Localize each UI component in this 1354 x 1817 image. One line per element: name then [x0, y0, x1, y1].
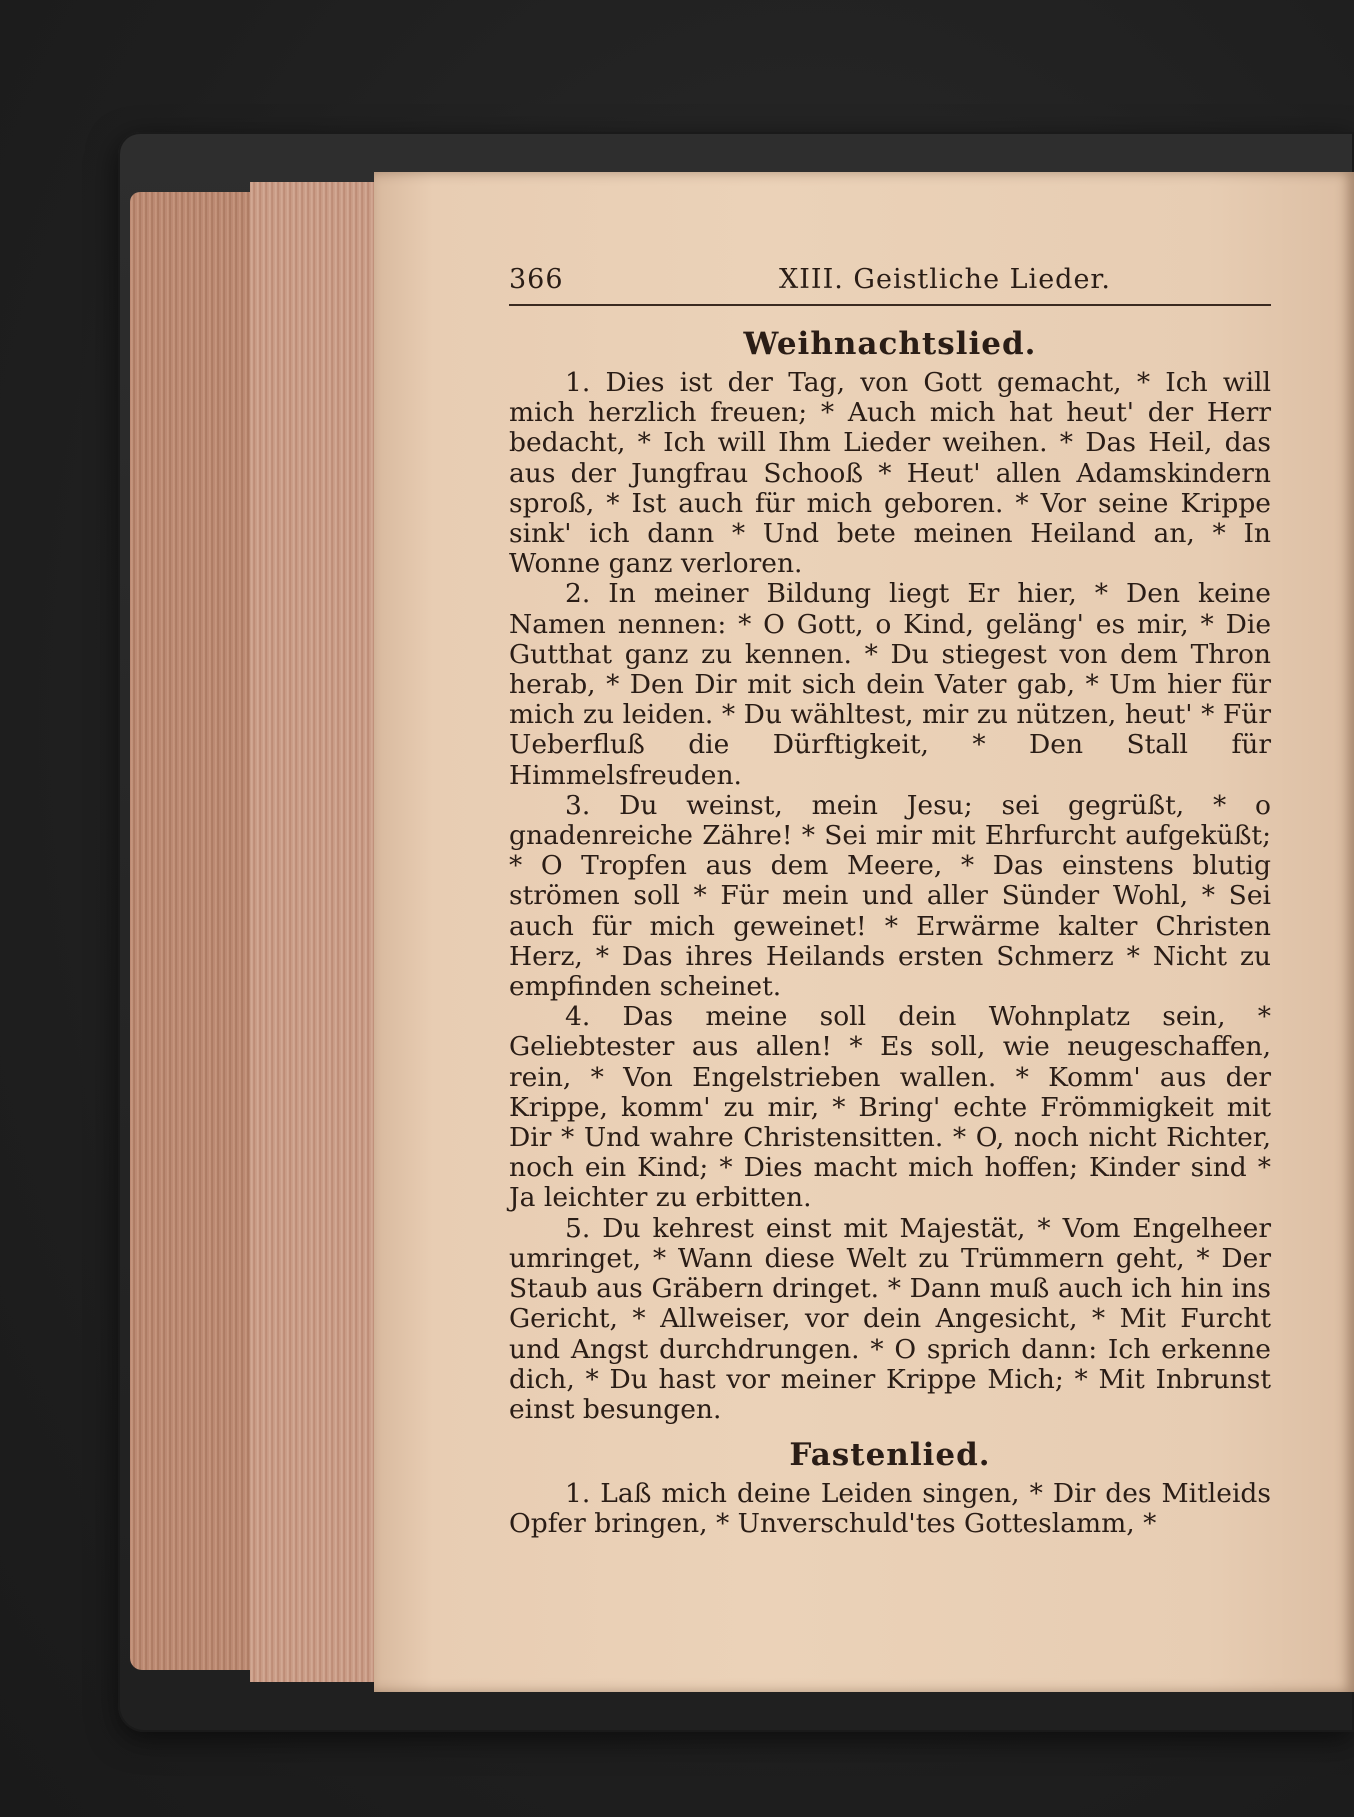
verse: 5. Du kehrest einst mit Majestät, * Vom Engelheer umringet, * Wann diese Welt zu Trümmern geht, * Der Staub aus Gräbern dringet. * Dann muß auch ich hin ins Gericht, * Allweiser, vor dein Angesicht, * Mit Furcht und Angst durchdrungen. * O sprich dann: Ich erkenne dich, * Du hast vor meiner Krippe Mich; * Mit Inbrunst einst besungen.	[509, 1212, 1271, 1425]
page-header	[509, 264, 1271, 306]
verse: 1. Laß mich deine Leiden singen, * Dir des Mitleids Opfer bringen, * Unverschuld'tes Gotteslamm, *	[509, 1478, 1271, 1540]
verse: 3. Du weinst, mein Jesu; sei gegrüßt, * o gnadenreiche Zähre! * Sei mir mit Ehrfurcht aufgeküßt; * O Tropfen aus dem Meere, * Das einstens blutig strömen soll * Für mein und aller Sünder Wohl, * Sei auch für mich geweinet! * Erwärme kalter Christen Herz, * Das ihres Heilands ersten Schmerz * Nicht zu empfinden scheinet.	[509, 789, 1271, 1003]
verse: 2. In meiner Bildung liegt Er hier, * Den keine Namen nennen: * O Gott, o Kind, geläng' es mir, * Die Gutthat ganz zu kennen. * Du stiegest von dem Thron herab, * Den Dir mit sich dein Vater gab, * Um hier für mich zu leiden. * Du wähltest, mir zu nützen, heut' * Für Ueberfluß die Dürftigkeit, * Den Stall für Himmelsfreuden.	[509, 578, 1271, 791]
page-edges-middle	[250, 182, 380, 1682]
page-edges-left	[130, 192, 250, 1670]
running-title: XIII. Geistliche Lieder.	[779, 264, 1111, 295]
verse: 4. Das meine soll dein Wohnplatz sein, * Geliebtester aus allen! * Es soll, wie neugeschaffen, rein, * Von Engelstrieben wallen. * Komm' aus der Krippe, komm' zu mir, * Bring' echte Frömmigkeit mit Dir * Und wahre Christensitten. * O, noch nicht Richter, noch ein Kind; * Dies macht mich hoffen; Kinder sind * Ja leichter zu erbitten.	[509, 1001, 1271, 1214]
book-page	[374, 172, 1354, 1692]
page-content	[509, 264, 1271, 1540]
section-title: Weihnachtslied.	[743, 326, 1037, 362]
section-title: Fastenlied.	[789, 1437, 991, 1474]
page-number: 366	[509, 264, 564, 295]
verse: 1. Dies ist der Tag, von Gott gemacht, * Ich will mich herzlich freuen; * Auch mich hat heut' der Herr bedacht, * Ich will Ihm Lieder weihen. * Das Heil, das aus der Jungfrau Schooß * Heut' allen Adamskindern sproß, * Ist auch für mich geboren. * Vor seine Krippe sink' ich dann * Und bete meinen Heiland an, * In Wonne ganz verloren.	[509, 367, 1271, 580]
